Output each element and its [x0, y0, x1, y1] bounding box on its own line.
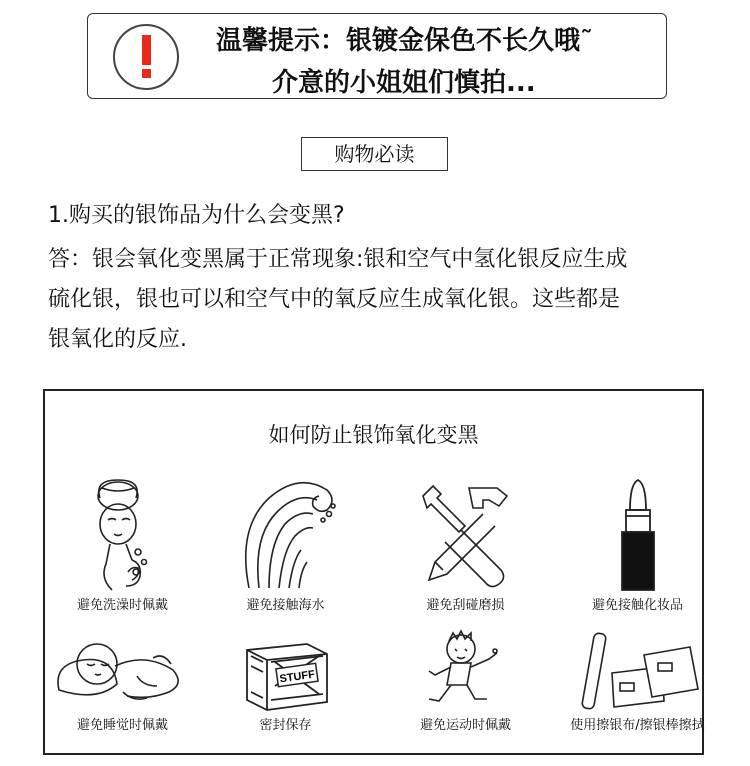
- running-kid-icon: [421, 629, 511, 714]
- faq-answer-line: 银氧化的反应.: [48, 327, 187, 352]
- tip-label: 避免洗澡时佩戴: [76, 598, 168, 613]
- tips-title: 如何防止银饰氧化变黑: [268, 423, 479, 447]
- tip-cleaning: [555, 629, 720, 733]
- lipstick-icon: [608, 476, 668, 594]
- tip-label: 避免刮碰磨损: [426, 598, 505, 613]
- exclamation-icon: [113, 24, 179, 90]
- tip-scratch: [383, 476, 548, 613]
- wave-icon: [231, 476, 341, 594]
- tip-sealed: [203, 636, 368, 733]
- tip-label: 避免接触海水: [246, 598, 325, 613]
- notice-text-line1: 温馨提示：银镀金保色不长久哦˜: [216, 26, 594, 56]
- faq-answer-line: 硫化银，银也可以和空气中的氧反应生成氧化银。这些都是: [48, 287, 621, 312]
- sleeping-baby-icon: [53, 636, 193, 714]
- tip-label: 避免睡觉时佩戴: [76, 718, 168, 733]
- tip-bathing: [40, 476, 205, 613]
- tip-label: 避免运动时佩戴: [419, 718, 511, 733]
- tip-sleeping: [40, 636, 205, 733]
- cleaning-cloth-icon: [568, 629, 708, 714]
- faq-answer-line: 答：银会氧化变黑属于正常现象:银和空气中氢化银反应生成: [48, 247, 628, 272]
- tip-label: 密封保存: [259, 718, 312, 733]
- crate-label: STUFF: [278, 668, 316, 686]
- tips-panel: [43, 389, 704, 755]
- faq-answer: [48, 240, 627, 360]
- bathing-girl-icon: [78, 476, 168, 594]
- tip-exercise: [383, 629, 548, 733]
- must-read-title: 购物必读: [301, 137, 448, 171]
- tip-cosmetics: [555, 476, 720, 613]
- notice-text-line2: 介意的小姐姐们慎拍...: [272, 68, 536, 98]
- tip-seawater: [203, 476, 368, 613]
- tools-icon: [411, 476, 521, 594]
- faq-question: 1.购买的银饰品为什么会变黑?: [48, 203, 345, 228]
- tip-label: 避免接触化妆品: [591, 598, 683, 613]
- tip-label: 使用擦银布/擦银棒擦拭: [570, 718, 705, 733]
- crate-icon: [231, 636, 341, 714]
